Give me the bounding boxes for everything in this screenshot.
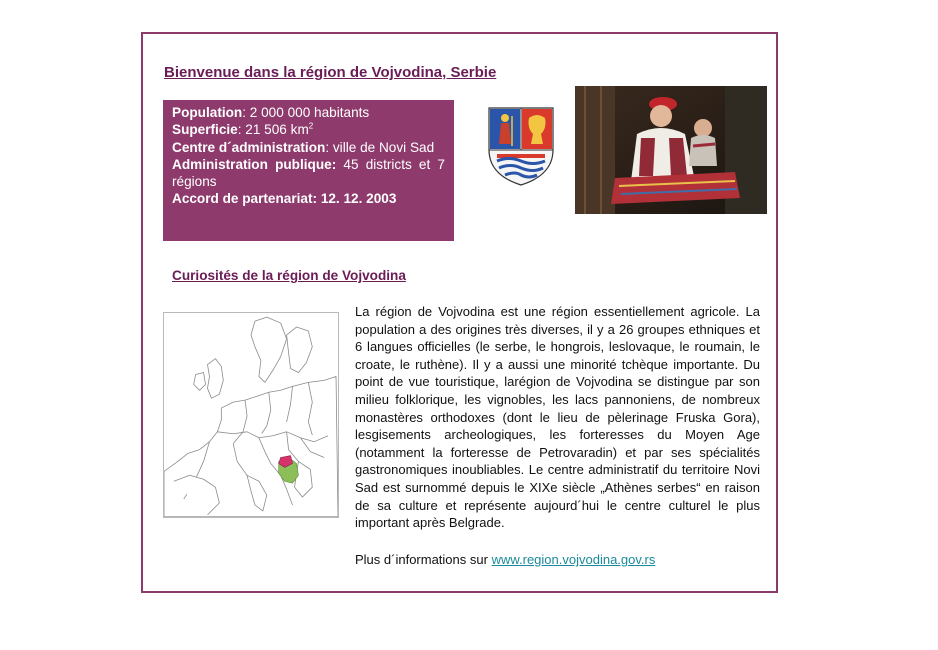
more-info-prefix: Plus d´informations sur [355,552,492,567]
stat-accord-label: Accord de partenariat: 12. 12. 2003 [172,191,397,207]
coat-of-arms-icon [487,106,555,186]
stat-superficie-value: : 21 506 km [237,122,309,138]
stat-population-label: Population [172,105,243,120]
stat-administration [172,156,445,191]
stat-accord [172,190,445,207]
stat-superficie [172,121,445,138]
stat-population [172,104,445,121]
more-info [355,552,655,567]
stat-population-value: : 2 000 000 habitants [242,105,370,120]
europe-map [163,312,339,518]
region-description: La région de Vojvodina est une région essentiellement agricole. La population a des origines très diverses, il y a 26 groupes ethniques et 6 langues officielles (le serbe, le hongrois, leslovaque, le roumain, le croate, le ruthène). Il y a aussi une minorité tchèque importante. Du point de vue touristique, larégion de Vojvodina se distingue par son milieu folklorique, les vignobles, les lacs pannoniens, de nombreux monastères orthodoxes (dont le lieu de pèlerinage Fruska Gora), lesgisements archeologiques, les forteresses du Moyen Age (notamment la forteresse de Petrovaradin) et par ses spécialités gastronomiques inoubliables. Le centre administratif du territoire Novi Sad est surnommé depuis le XIXe siècle „Athènes serbes“ en raison de sa culture et représente aujourd´hui le centre culturel le plus important après Belgrade. [355,304,760,531]
section-subtitle: Curiosités de la région de Vojvodina [172,268,406,283]
stat-superficie-label: Superficie [172,122,238,138]
stat-centre-label: Centre d´administration [172,139,326,155]
stat-centre [172,139,445,156]
stat-administration-label: Administration publique: [172,156,337,172]
page-title: Bienvenue dans la région de Vojvodina, Serbie [164,64,497,81]
stat-centre-value: : ville de Novi Sad [325,139,435,155]
stat-administration-value: 45 districts et 7 régions [172,156,445,190]
region-website-link[interactable]: www.region.vojvodina.gov.rs [491,552,656,567]
stat-superficie-unit: 2 [308,121,314,131]
folklore-photo [575,86,767,214]
stats-box [163,100,454,241]
